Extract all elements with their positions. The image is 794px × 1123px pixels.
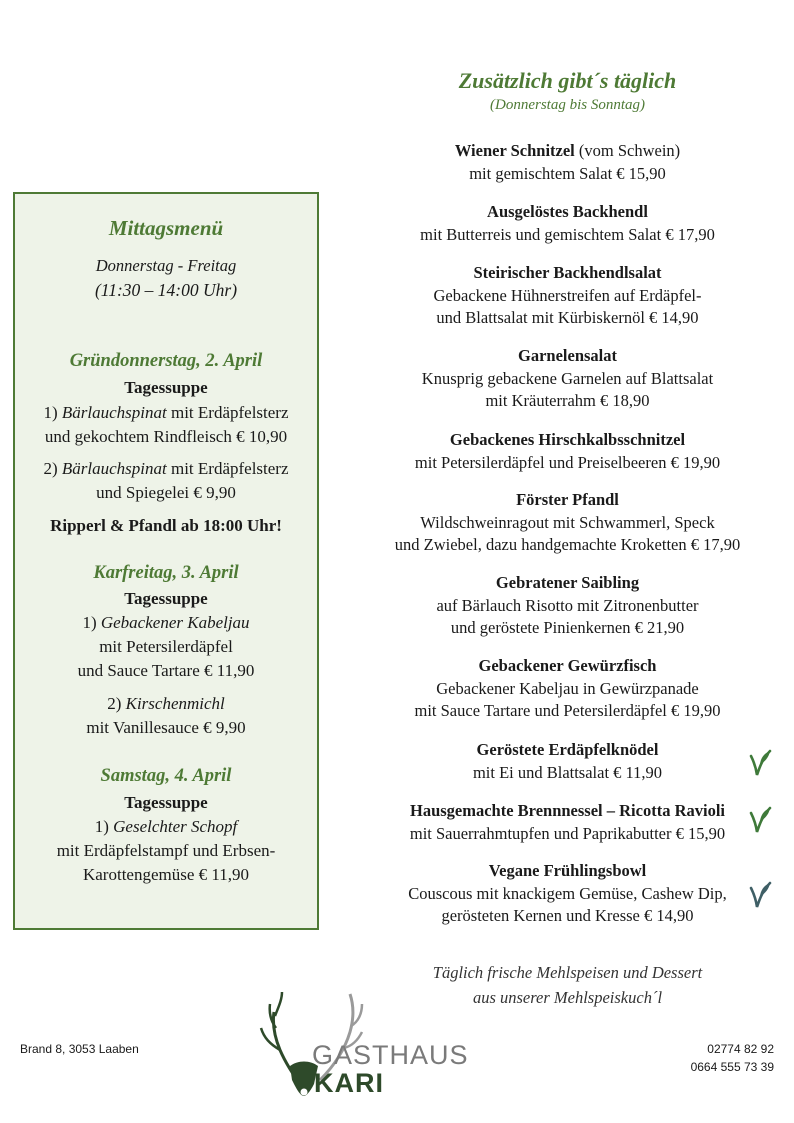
dish-item xyxy=(340,655,794,723)
dish-name: Wiener Schnitzel xyxy=(454,141,575,160)
dish-name: Gebackener Gewürzfisch xyxy=(478,656,657,675)
dish-desc: Gebackene Hühnerstreifen auf Erdäpfel- xyxy=(433,285,702,305)
logo-text-kari: KARI xyxy=(314,1068,384,1098)
vegetarian-leaf-icon xyxy=(748,748,772,778)
dish-name: Förster Pfandl xyxy=(516,490,619,509)
dish-desc: Wildschweinragout mit Schwammerl, Speck xyxy=(420,512,715,532)
day-option: 2) Kirschenmichl xyxy=(107,694,225,713)
dish-name: Ausgelöstes Backhendl xyxy=(487,202,648,221)
gasthaus-kari-logo xyxy=(258,988,478,1103)
phone-landline: 02774 82 92 xyxy=(707,1042,774,1056)
lunch-menu-box xyxy=(13,192,319,930)
day-soup: Tagessuppe xyxy=(124,589,208,608)
day-option-line: mit Petersilerdäpfel xyxy=(99,637,233,656)
dish-desc: mit Butterreis und gemischtem Salat € 17,90 xyxy=(420,224,715,244)
dish-desc: mit Sauerrahmtupfen und Paprikabutter € 15,90 xyxy=(409,823,726,843)
dish-desc: und Zwiebel, dazu handgemachte Kroketten € 17,90 xyxy=(394,535,741,554)
day-option-line: und gekochtem Rindfleisch € 10,90 xyxy=(44,427,288,446)
vegetarian-leaf-icon xyxy=(748,805,772,835)
dish-item xyxy=(340,345,794,413)
address: Brand 8, 3053 Laaben xyxy=(20,1042,139,1056)
lunch-title: Mittagsmenü xyxy=(108,216,224,240)
day-special: Ripperl & Pfandl ab 18:00 Uhr! xyxy=(50,516,282,535)
day-option: 1) Geselchter Schopf xyxy=(94,817,238,836)
dish-item xyxy=(340,140,794,185)
dish-item xyxy=(340,800,794,845)
dish-name: Hausgemachte Brennnessel – Ricotta Ravioli xyxy=(409,801,725,820)
dish-item xyxy=(340,201,794,246)
day-option-line: mit Erdäpfelstampf und Erbsen- xyxy=(56,841,276,860)
dish-desc: mit Kräuterrahm € 18,90 xyxy=(485,391,650,410)
dish-name: Steirischer Backhendlsalat xyxy=(473,263,662,282)
lunch-hours: (11:30 – 14:00 Uhr) xyxy=(94,280,238,300)
dish-desc: und Blattsalat mit Kürbiskernöl € 14,90 xyxy=(436,308,699,327)
additional-subtitle: (Donnerstag bis Sonntag) xyxy=(490,97,645,113)
day-option: 1) Bärlauchspinat mit Erdäpfelsterz xyxy=(43,403,289,422)
logo-text-gasthaus: GASTHAUS xyxy=(312,1040,469,1070)
day-option-line: und Spiegelei € 9,90 xyxy=(96,483,236,502)
day-heading: Karfreitag, 3. April xyxy=(93,563,239,583)
phone-mobile: 0664 555 73 39 xyxy=(690,1060,774,1074)
dish-desc: mit gemischtem Salat € 15,90 xyxy=(469,163,666,183)
dish-name-suffix: (vom Schwein) xyxy=(574,141,681,160)
dish-item xyxy=(340,572,794,640)
dish-item xyxy=(340,860,794,928)
day-soup: Tagessuppe xyxy=(124,378,208,397)
dish-desc: und geröstete Pinienkernen € 21,90 xyxy=(450,618,685,637)
dish-item xyxy=(340,739,794,784)
day-heading: Samstag, 4. April xyxy=(100,766,232,786)
lunch-days: Donnerstag - Freitag xyxy=(95,256,237,275)
dish-item xyxy=(340,262,794,330)
day-soup: Tagessuppe xyxy=(124,793,208,812)
vegan-leaf-icon xyxy=(748,880,772,910)
dish-desc: Gebackener Kabeljau in Gewürzpanade xyxy=(436,678,699,698)
dish-item xyxy=(340,429,794,474)
dish-item xyxy=(340,489,794,557)
dish-name: Geröstete Erdäpfelknödel xyxy=(476,740,659,759)
additional-title: Zusätzlich gibt´s täglich xyxy=(458,68,677,93)
dish-desc: Knusprig gebackene Garnelen auf Blattsalat xyxy=(421,368,714,388)
dish-name: Gebratener Saibling xyxy=(495,573,640,592)
day-heading: Gründonnerstag, 2. April xyxy=(69,351,263,371)
dish-desc: mit Petersilerdäpfel und Preiselbeeren € 19,90 xyxy=(414,452,721,472)
day-option-line: mit Vanillesauce € 9,90 xyxy=(86,718,246,737)
day-option-line: Karottengemüse € 11,90 xyxy=(82,865,250,884)
dish-desc: auf Bärlauch Risotto mit Zitronenbutter xyxy=(436,595,699,615)
dish-desc: mit Ei und Blattsalat € 11,90 xyxy=(472,762,663,782)
dessert-note-line: aus unserer Mehlspeiskuch´l xyxy=(472,988,663,1007)
dish-desc: mit Sauce Tartare und Petersilerdäpfel € 19,90 xyxy=(414,701,721,720)
day-option: 2) Bärlauchspinat mit Erdäpfelsterz xyxy=(43,459,289,478)
dish-name: Garnelensalat xyxy=(518,346,617,365)
day-option-line: und Sauce Tartare € 11,90 xyxy=(77,661,255,680)
dish-desc: gerösteten Kernen und Kresse € 14,90 xyxy=(441,906,694,925)
day-option: 1) Gebackener Kabeljau xyxy=(82,613,250,632)
dish-desc: Couscous mit knackigem Gemüse, Cashew Dip, xyxy=(408,883,727,903)
dish-name: Gebackenes Hirschkalbsschnitzel xyxy=(449,430,686,449)
dessert-note-line: Täglich frische Mehlspeisen und Dessert xyxy=(432,963,703,982)
dish-name: Vegane Frühlingsbowl xyxy=(488,861,647,880)
